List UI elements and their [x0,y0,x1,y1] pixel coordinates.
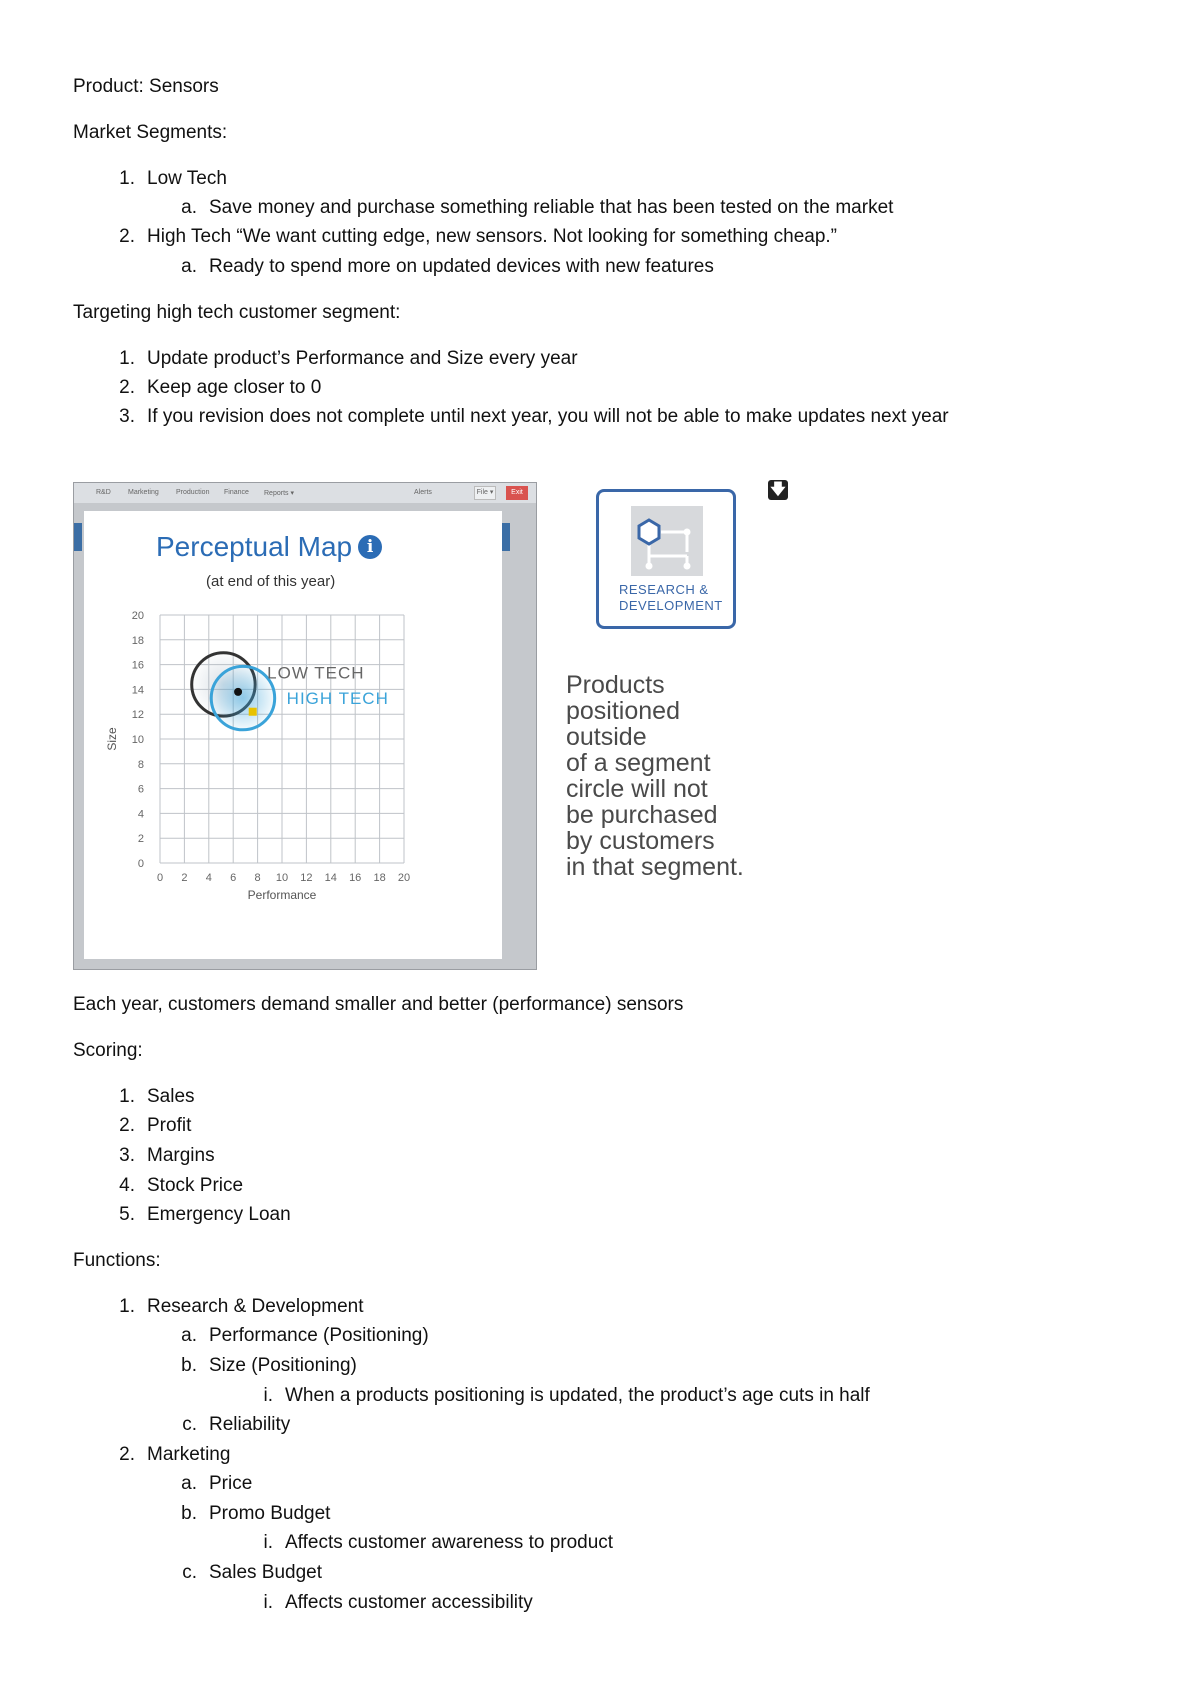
x-tick-label: 20 [397,872,411,884]
x-tick-label: 0 [156,872,164,884]
y-tick-label: 16 [131,659,144,672]
nav-item: Reports ▾ [264,490,294,497]
badge-line2: DEVELOPMENT [619,598,723,613]
list-item: 2. Profit [119,1115,192,1136]
nav-item: Marketing [128,489,159,496]
nav-item: Production [176,489,210,496]
list-item: 5. Emergency Loan [119,1204,291,1225]
list-item: 4. Stock Price [119,1175,244,1196]
map-title: Perceptual Map i [156,531,382,563]
demand-note: Each year, customers demand smaller and better (performance) sensors [73,994,684,1015]
list-item: 1. Low Tech [119,168,227,189]
side-bar-right [502,523,510,551]
exit-button: Exit [506,486,528,500]
list-item: i. Affects customer awareness to product [263,1532,614,1553]
x-axis-label: Performance [247,888,317,902]
low-tech-label: LOW TECH [267,663,365,683]
badge-line1: RESEARCH & [619,582,709,597]
x-tick-label: 16 [349,872,362,884]
list-item: b. Promo Budget [181,1503,331,1524]
nav-item: R&D [96,489,111,496]
x-tick-label: 6 [230,872,237,884]
perceptual-map-chart [84,511,502,959]
list-item: c. Reliability [182,1414,291,1435]
x-tick-label: 8 [254,872,261,884]
list-item: 3. Margins [119,1145,215,1166]
perceptual-map-card [84,511,502,959]
list-item: i. Affects customer accessibility [263,1592,533,1613]
list-item: a. Save money and purchase something reliable that has been tested on the market [181,197,894,218]
list-item: 1. Update product’s Performance and Size every year [119,348,578,369]
y-tick-label: 0 [137,858,144,870]
circuit-hexagon-icon [631,506,703,576]
list-item: 3. If you revision does not complete until next year, you will not be able to make updates next year [119,406,949,427]
list-item: a. Price [181,1473,253,1494]
x-tick-label: 14 [324,872,337,884]
list-item: a. Performance (Positioning) [181,1325,429,1346]
research-development-badge [596,489,736,629]
market-segments-heading: Market Segments: [73,122,228,143]
high-tech-label: HIGH TECH [286,689,389,709]
list-item: 1. Sales [119,1086,195,1107]
x-tick-label: 12 [300,872,313,884]
alerts-label: Alerts [414,489,432,496]
file-button: File ▾ [474,486,496,500]
y-tick-label: 18 [131,634,144,647]
nav-item: Finance [224,489,249,496]
segment-callout: Products positioned outside of a segment circle will not be purchased by customers in that segment. [566,671,744,881]
x-tick-label: 18 [373,872,386,884]
ideal-point-low-tech [234,688,242,696]
y-axis-label: Size [105,727,119,751]
y-tick-label: 4 [137,808,144,821]
y-tick-label: 6 [137,783,144,796]
x-tick-label: 4 [205,872,212,884]
functions-heading: Functions: [73,1250,161,1271]
y-tick-label: 8 [137,758,144,771]
map-subtitle: (at end of this year) [206,573,336,590]
x-tick-label: 10 [275,872,289,884]
app-navbar [74,483,536,503]
y-tick-label: 14 [131,684,144,697]
x-tick-label: 2 [181,872,188,884]
list-item: i. When a products positioning is updated, the product’s age cuts in half [263,1385,870,1406]
list-item: c. Sales Budget [182,1562,323,1583]
y-tick-label: 10 [131,734,144,746]
list-item: a. Ready to spend more on updated devices with new features [181,256,714,277]
scoring-heading: Scoring: [73,1040,143,1061]
product-title: Product: Sensors [73,76,219,97]
list-item: 2. High Tech “We want cutting edge, new sensors. Not looking for something cheap.” [119,226,838,247]
info-icon: i [358,535,382,559]
y-tick-label: 2 [137,833,144,846]
list-item: 1. Research & Development [119,1296,364,1317]
list-item: 2. Keep age closer to 0 [119,377,322,398]
perceptual-map-screenshot [73,482,537,970]
high-tech-circle [211,666,274,729]
targeting-heading: Targeting high tech customer segment: [73,302,401,323]
download-icon[interactable]: 🡇 [768,480,788,500]
y-tick-label: 12 [131,709,144,722]
list-item: 2. Marketing [119,1444,231,1465]
ideal-point-high-tech [249,708,257,716]
list-item: b. Size (Positioning) [181,1355,357,1376]
side-bar-left [74,523,82,551]
y-tick-label: 20 [131,610,144,622]
